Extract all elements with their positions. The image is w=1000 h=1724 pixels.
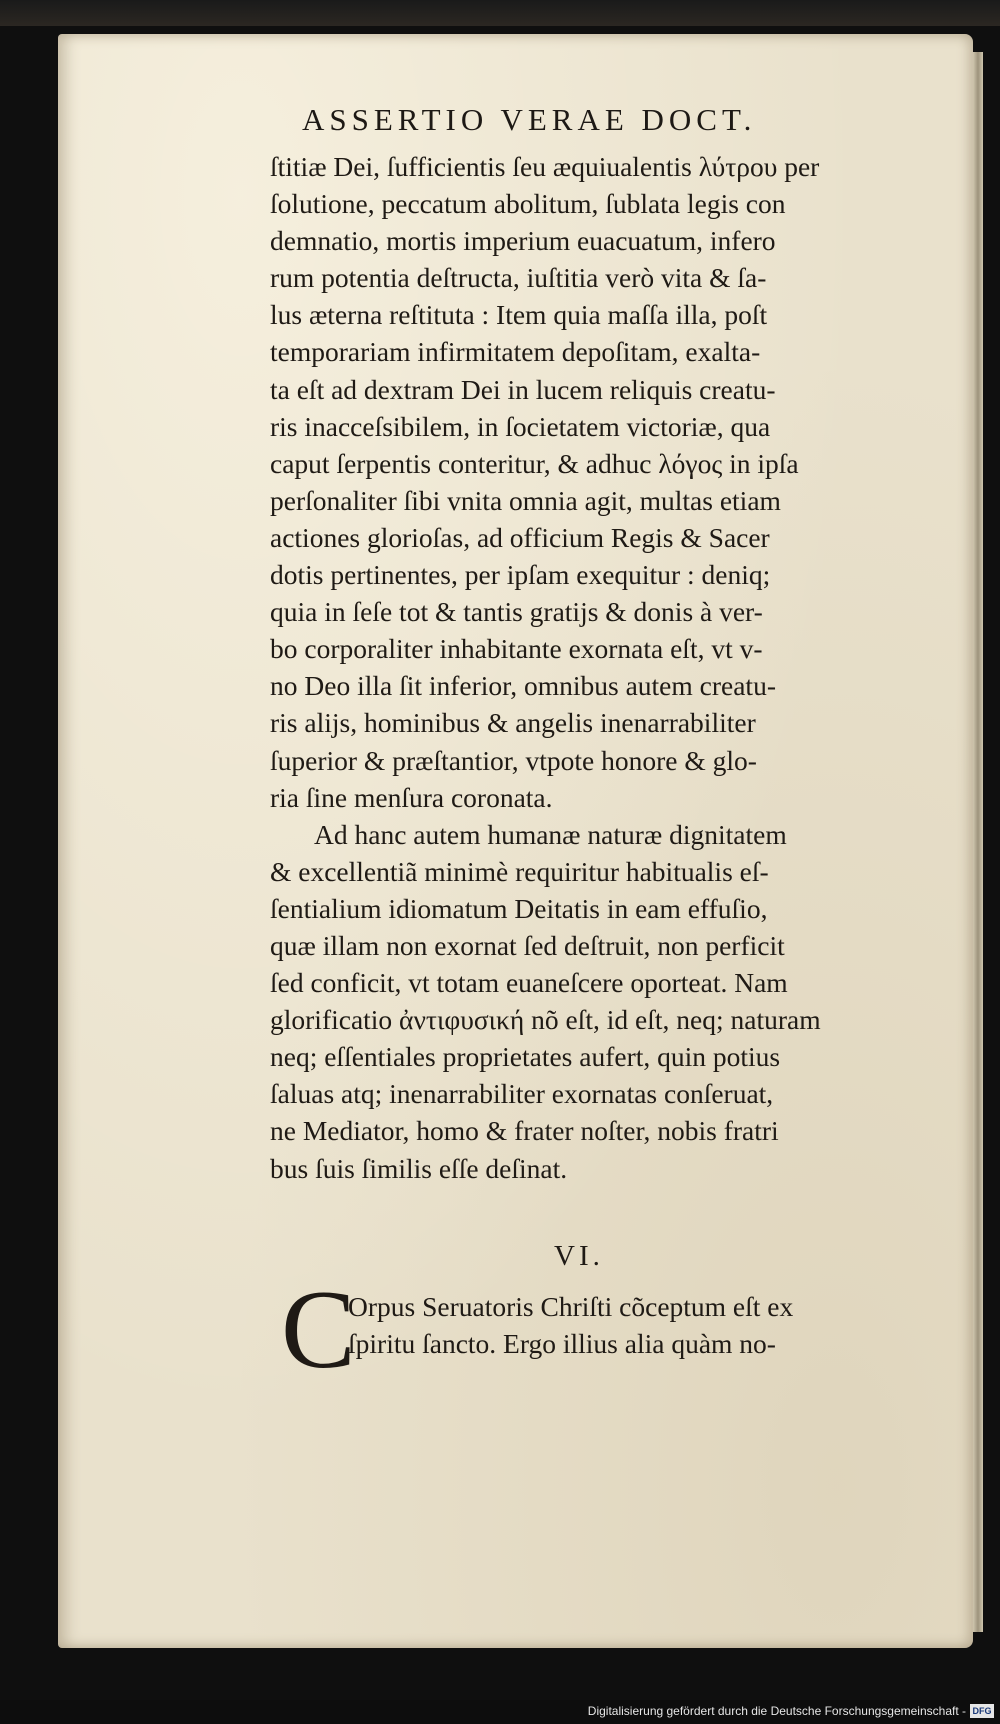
- text-line: ris inacceſsibilem, in ſocietatem victoriæ, qua: [270, 410, 771, 442]
- text-line: neq; eſſentiales proprietates aufert, quin potius: [270, 1041, 781, 1073]
- text-line: ſtitiæ Dei, ſufficientis ſeu æquiualentis λύτρου per: [270, 151, 820, 182]
- text-line: bus ſuis ſimilis eſſe deſinat.: [270, 1152, 568, 1184]
- text-line: caput ſerpentis conteritur, & adhuc λόγος in ipſa: [270, 447, 799, 479]
- text-line: ſaluas atq; inenarrabiliter exornatas conſeruat,: [270, 1078, 774, 1110]
- body-text: [270, 148, 950, 1187]
- text-line: rum potentia deſtructa, iuſtitia verò vita & ſa-: [270, 262, 767, 294]
- paragraph-start-line: Ad hanc autem humanæ naturæ dignitatem: [314, 818, 787, 850]
- page-edge: [973, 52, 983, 1632]
- text-line: dotis pertinentes, per ipſam exequitur : deniq;: [270, 559, 771, 591]
- text-line: ſpiritu ſancto. Ergo illius alia quàm no-: [348, 1328, 776, 1360]
- drop-cap: C: [281, 1268, 356, 1392]
- text-line: ne Mediator, homo & frater noſter, nobis fratri: [270, 1115, 779, 1147]
- section-number: VI.: [554, 1240, 604, 1272]
- text-line: demnatio, mortis imperium euacuatum, infero: [270, 225, 776, 257]
- text-line: ria ſine menſura coronata.: [270, 781, 553, 813]
- text-line: ta eſt ad dextram Dei in lucem reliquis creatu-: [270, 373, 776, 405]
- text-line: & excellentiã minimè requiritur habitualis eſ-: [270, 855, 769, 887]
- text-line: ſolutione, peccatum abolitum, ſublata legis con: [270, 188, 786, 220]
- funding-credit: Digitalisierung gefördert durch die Deutsche Forschungsgemeinschaft -: [587, 1704, 966, 1718]
- dfg-logo-icon: DFG: [970, 1704, 994, 1718]
- section-text: [348, 1288, 948, 1362]
- text-line: no Deo illa ſit inferior, omnibus autem creatu-: [270, 670, 776, 702]
- running-head: ASSERTIO VERAE DOCT.: [302, 102, 757, 137]
- text-line: bo corporaliter inhabitante exornata eſt, vt v-: [270, 633, 763, 665]
- scan-top-edge: [0, 0, 1000, 26]
- text-line: ſentialium idiomatum Deitatis in eam effuſio,: [270, 892, 768, 924]
- text-line: ſuperior & præſtantior, vtpote honore & glo-: [270, 744, 757, 776]
- text-line: Orpus Seruatoris Chriſti cõceptum eſt ex: [348, 1291, 794, 1322]
- text-line: actiones glorioſas, ad officium Regis & Sacer: [270, 521, 770, 553]
- text-line: ſed conficit, vt totam euaneſcere oporteat. Nam: [270, 967, 788, 999]
- text-line: quia in ſeſe tot & tantis gratijs & donis à ver-: [270, 596, 763, 628]
- text-line: glorificatio ἀντιφυσική nõ eſt, id eſt, neq; naturam: [270, 1004, 821, 1036]
- text-line: perſonaliter ſibi vnita omnia agit, multas etiam: [270, 484, 781, 516]
- text-line: ris alijs, hominibus & angelis inenarrabiliter: [270, 707, 756, 739]
- text-line: quæ illam non exornat ſed deſtruit, non perficit: [270, 929, 785, 961]
- text-line: temporariam infirmitatem depoſitam, exalta-: [270, 336, 761, 368]
- text-line: lus æterna reſtituta : Item quia maſſa illa, poſt: [270, 299, 768, 331]
